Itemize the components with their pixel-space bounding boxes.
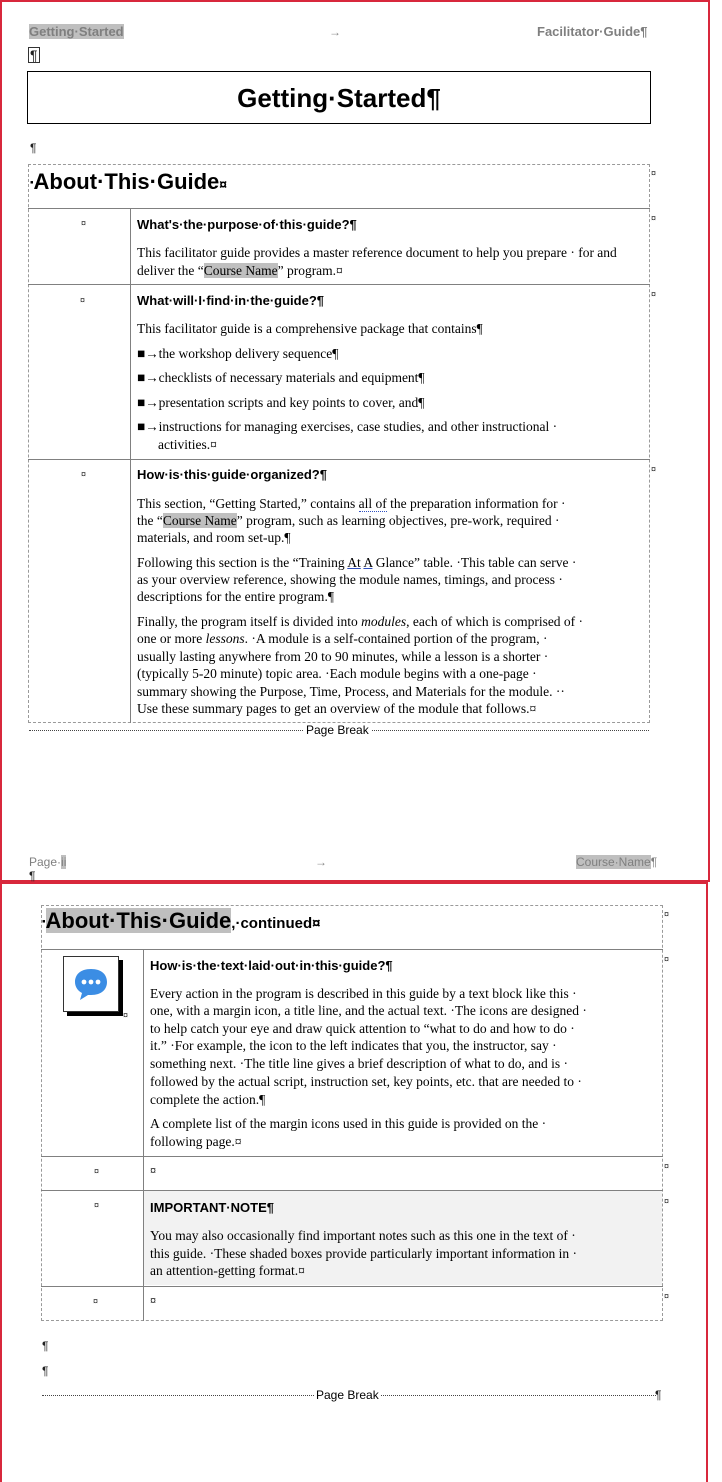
row-divider <box>41 1156 663 1157</box>
footer-page-label: Page· <box>29 855 62 869</box>
page-break-label: Page Break <box>316 1388 379 1402</box>
page-title: Getting·Started¶ <box>27 71 651 124</box>
question-purpose: What's·the·purpose·of·this·guide?¶ <box>137 217 357 232</box>
cell-end-mark: ¤ <box>150 1165 157 1177</box>
row-divider <box>41 1286 663 1287</box>
course-name-field[interactable]: Course Name <box>203 262 278 278</box>
cell-end-mark: ¤ <box>93 1296 99 1306</box>
paragraph-mark: ¶ <box>650 855 658 869</box>
text-emphasis: lessons <box>205 631 245 646</box>
row-end-mark: ¤ <box>664 1196 670 1206</box>
bullet-item: ■→instructions for managing exercises, case studies, and other instructional · <box>137 419 558 434</box>
cell-end-mark: ¤ <box>150 1295 157 1307</box>
row-end-mark: ¤ <box>651 213 657 223</box>
paragraph-mark: ¶ <box>42 1339 49 1353</box>
organized-p2-line3: descriptions for the entire program.¶ <box>137 589 334 604</box>
cell-end-mark: ¤ <box>81 469 87 479</box>
layout-line: following page.¤ <box>150 1134 242 1149</box>
text: This section, “Getting Started,” contains <box>137 496 359 511</box>
layout-line: A complete list of the margin icons used in this guide is provided on the · <box>150 1116 547 1131</box>
row-divider <box>28 459 650 460</box>
page-number-field[interactable]: ii <box>61 855 67 869</box>
organized-p3-line5: summary showing the Purpose, Time, Process, and Materials for the module. ·· <box>137 684 565 699</box>
organized-p1-line1 <box>137 495 566 513</box>
organized-p3-line2 <box>137 630 548 648</box>
important-note-title: IMPORTANT·NOTE¶ <box>150 1200 274 1215</box>
organized-p3-line6: Use these summary pages to get an overview of the module that follows.¤ <box>137 701 537 716</box>
text: the “ <box>137 513 163 528</box>
question-find: What·will·I·find·in·the·guide?¶ <box>137 293 325 308</box>
organized-p1-line3: materials, and room set-up.¶ <box>137 530 291 545</box>
organized-p3-line3: usually lasting anywhere from 20 to 90 minutes, while a lesson is a shorter · <box>137 649 549 664</box>
row-end-mark: ¤ <box>664 1291 670 1301</box>
paragraph-mark: ¶ <box>29 869 36 883</box>
text: . ·A module is a self-contained portion of the program, · <box>244 631 548 646</box>
layout-line: complete the action.¶ <box>150 1092 266 1107</box>
text: Glance” table. ·This table can serve · <box>372 555 577 570</box>
text: ” program, such as learning objectives, pre-work, required · <box>236 513 560 528</box>
header-left-text: Getting·Started <box>29 24 124 39</box>
row-end-mark: ¤ <box>664 1161 670 1171</box>
bullet-item: ■→the workshop delivery sequence¶ <box>137 346 339 361</box>
footer-tab-mark: → <box>315 855 327 869</box>
row-end-mark: ¤ <box>651 464 657 474</box>
bullet-continuation: activities.¤ <box>158 437 217 452</box>
organized-p2-line1 <box>137 554 576 572</box>
row-divider <box>28 208 650 209</box>
speech-bubble-icon <box>64 957 118 1011</box>
organized-p2-line2: as your overview reference, showing the module names, timings, and process · <box>137 572 563 587</box>
cell-end-mark: ¤ <box>94 1166 100 1176</box>
purpose-text-a: This facilitator guide provides a master reference document to help you prepare · for and deliver the “ <box>137 245 617 278</box>
header-tab-mark: → <box>329 25 341 39</box>
cell-end-mark: ¤ <box>219 176 228 192</box>
grammar-flag[interactable]: At <box>347 555 361 570</box>
find-intro: This facilitator guide is a comprehensive package that contains¶ <box>137 321 483 336</box>
layout-line: one, with a margin icon, a title line, and the actual text. ·The icons are designed · <box>150 1003 587 1018</box>
cell-end-mark: ¤ <box>94 1200 100 1210</box>
note-line: this guide. ·These shaded boxes provide particularly important information in · <box>150 1246 578 1261</box>
course-name-field[interactable]: Course Name <box>162 513 237 528</box>
column-divider-solid <box>130 208 131 723</box>
organized-p1-line2 <box>137 512 560 530</box>
footer-right <box>576 855 657 869</box>
organized-p3-line1 <box>137 613 583 631</box>
bullet-item: ■→checklists of necessary materials and equipment¶ <box>137 370 425 385</box>
text: one or more <box>137 631 206 646</box>
layout-line: Every action in the program is described in this guide by a text block like this · <box>150 986 577 1001</box>
footer-left <box>29 855 66 869</box>
paragraph-mark: ¶ <box>655 1388 662 1402</box>
note-line: an attention-getting format.¤ <box>150 1263 305 1278</box>
bullet-item: ■→presentation scripts and key points to cover, and¶ <box>137 395 425 410</box>
cell-end-mark: ¤ <box>80 295 86 305</box>
row-end-mark: ¤ <box>664 909 670 919</box>
grammar-flag[interactable]: A <box>363 555 373 570</box>
layout-line: to help catch your eye and draw quick attention to “what to do and how to do · <box>150 1021 575 1036</box>
text: Finally, the program itself is divided into <box>137 614 362 629</box>
row-end-mark: ¤ <box>651 289 657 299</box>
layout-line: it.” ·For example, the icon to the left indicates that you, the instructor, say · <box>150 1038 557 1053</box>
row-end-mark: ¤ <box>664 954 670 964</box>
paragraph-mark: ¶ <box>30 141 37 155</box>
header-right: Facilitator·Guide¶ <box>537 24 648 39</box>
paragraph-mark: ¶ <box>30 47 38 63</box>
text: the preparation information for · <box>386 496 566 511</box>
question-organized: How·is·this·guide·organized?¶ <box>137 467 327 482</box>
page-break-label: Page Break <box>306 723 369 737</box>
purpose-text-b: ” program.¤ <box>277 262 343 278</box>
cell-end-mark: ¤ <box>81 218 87 228</box>
speech-bubble-icon <box>63 956 119 1012</box>
question-layout: How·is·the·text·laid·out·in·this·guide?¶ <box>150 958 393 973</box>
layout-line: something next. ·The title line gives a brief description of what to do, and is · <box>150 1056 569 1071</box>
purpose-text <box>137 244 647 279</box>
section-heading-text: About·This·Guide <box>33 169 220 194</box>
continued-heading-text: About·This·Guide <box>45 908 232 933</box>
row-end-mark: ¤ <box>651 168 657 178</box>
row-divider <box>28 284 650 285</box>
organized-p3-line4: (typically 5-20 minute) topic area. ·Each module begins with a one-page · <box>137 666 537 681</box>
cell-end-mark: ¤ <box>123 1010 129 1020</box>
grammar-flag[interactable]: all of <box>358 496 387 511</box>
course-name-field[interactable]: Course·Name <box>576 855 651 869</box>
layout-line: followed by the actual script, instruction set, key points, etc. that are needed to · <box>150 1074 582 1089</box>
continued-heading: ▪About·This·Guide,·continued¤ <box>42 908 321 933</box>
text: , each of which is comprised of · <box>406 614 584 629</box>
text: Following this section is the “Training <box>137 555 348 570</box>
continued-heading-suffix: ,·continued¤ <box>231 915 321 932</box>
section-heading: ▪About·This·Guide¤ <box>30 169 228 194</box>
header-left <box>29 24 124 39</box>
row-divider <box>41 949 663 950</box>
note-line: You may also occasionally find important notes such as this one in the text of · <box>150 1228 576 1243</box>
paragraph-mark: ¶ <box>42 1364 49 1378</box>
text-emphasis: modules <box>361 614 407 629</box>
